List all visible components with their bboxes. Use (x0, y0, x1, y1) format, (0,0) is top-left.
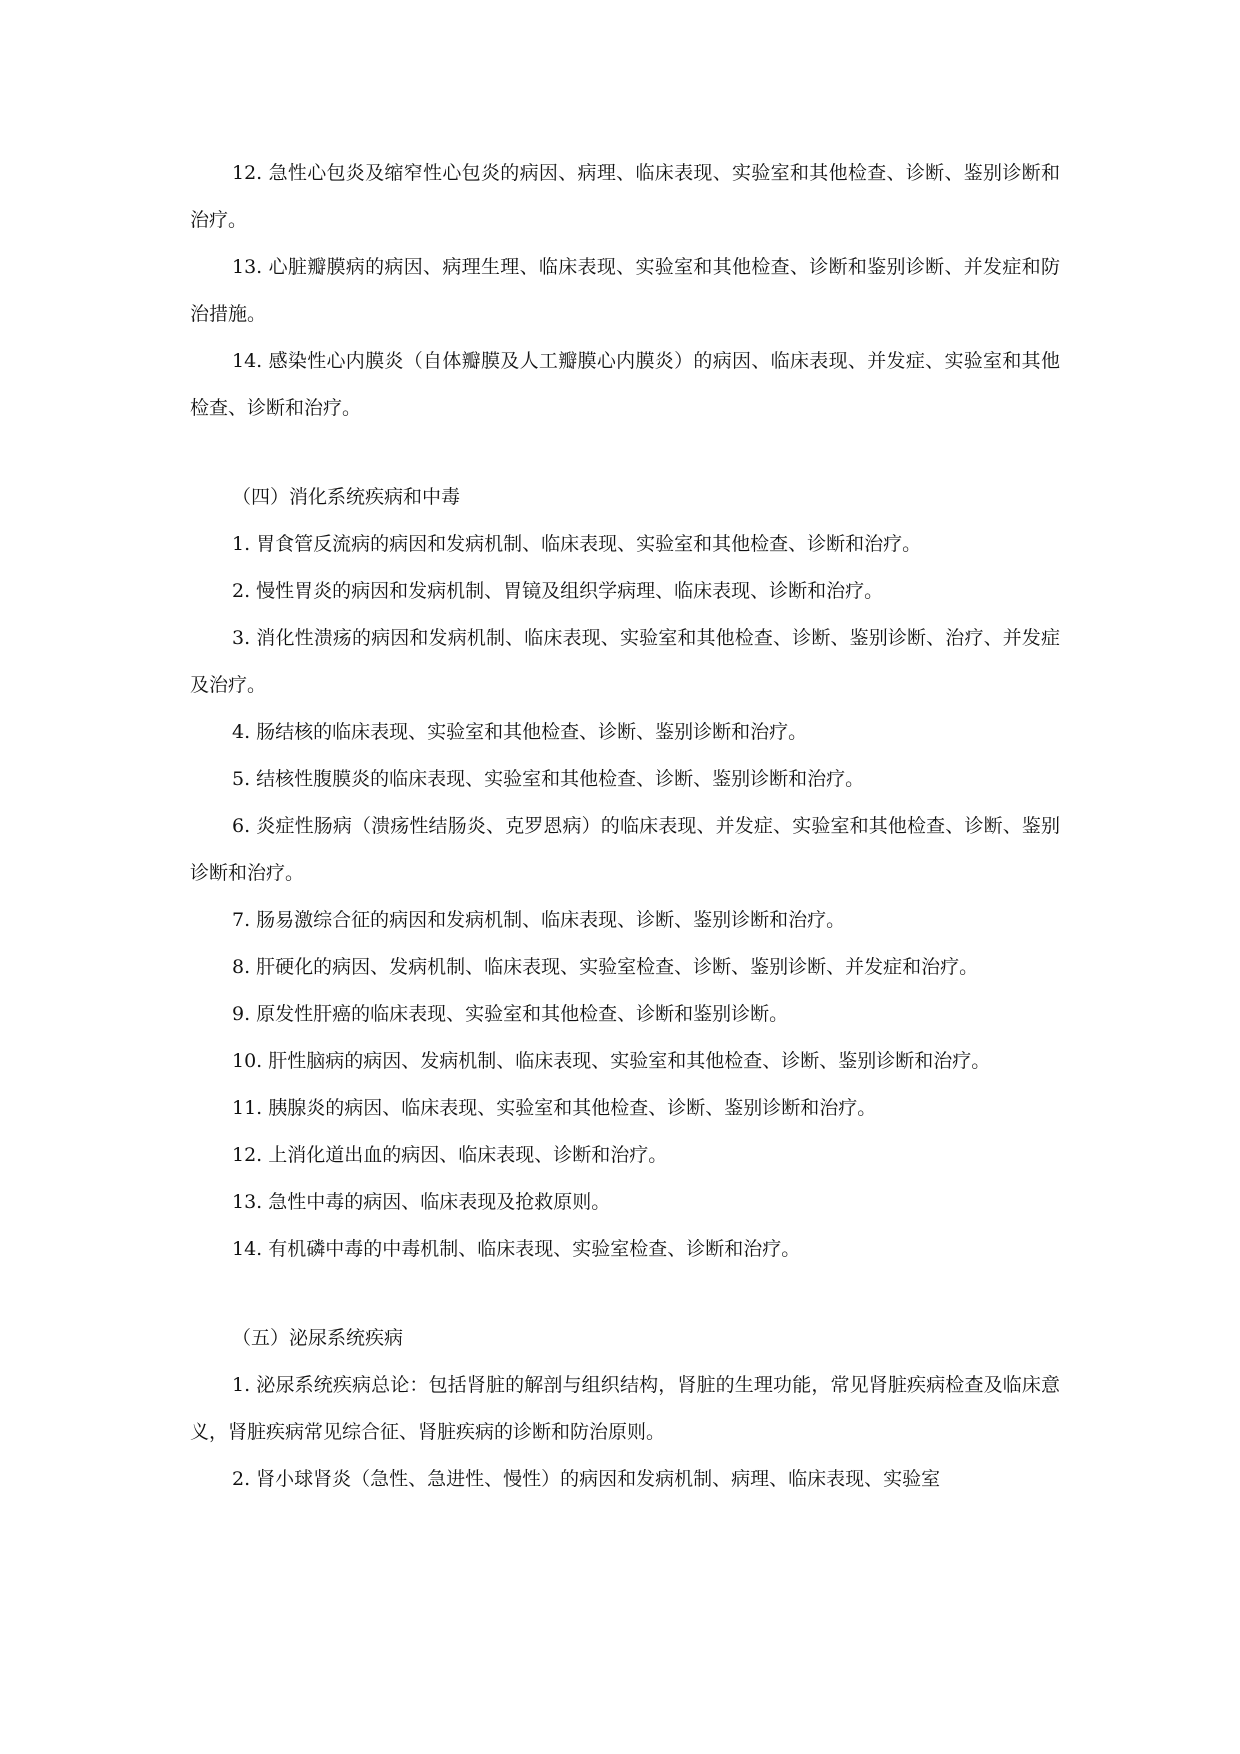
list-item: 3. 消化性溃疡的病因和发病机制、临床表现、实验室和其他检查、诊断、鉴别诊断、治疗、并发症及治疗。 (190, 627, 1060, 696)
page-content (190, 150, 1060, 1503)
list-item: 2. 肾小球肾炎（急性、急进性、慢性）的病因和发病机制、病理、临床表现、实验室 (232, 1468, 941, 1490)
list-item: 1. 胃食管反流病的病因和发病机制、临床表现、实验室和其他检查、诊断和治疗。 (232, 533, 922, 555)
list-item: 8. 肝硬化的病因、发病机制、临床表现、实验室检查、诊断、鉴别诊断、并发症和治疗。 (232, 956, 979, 978)
list-item: 5. 结核性腹膜炎的临床表现、实验室和其他检查、诊断、鉴别诊断和治疗。 (232, 768, 865, 790)
list-item: 4. 肠结核的临床表现、实验室和其他检查、诊断、鉴别诊断和治疗。 (232, 721, 808, 743)
list-item: 14. 有机磷中毒的中毒机制、临床表现、实验室检查、诊断和治疗。 (232, 1238, 801, 1260)
list-item: 10. 肝性脑病的病因、发病机制、临床表现、实验室和其他检查、诊断、鉴别诊断和治疗。 (232, 1050, 991, 1072)
list-item: 12. 上消化道出血的病因、临床表现、诊断和治疗。 (232, 1144, 668, 1166)
list-item: 13. 急性中毒的病因、临床表现及抢救原则。 (232, 1191, 611, 1213)
list-item: 2. 慢性胃炎的病因和发病机制、胃镜及组织学病理、临床表现、诊断和治疗。 (232, 580, 884, 602)
section-heading: （五）泌尿系统疾病 (232, 1327, 404, 1349)
list-item: 6. 炎症性肠病（溃疡性结肠炎、克罗恩病）的临床表现、并发症、实验室和其他检查、诊断、鉴别诊断和治疗。 (190, 815, 1060, 884)
section-heading: （四）消化系统疾病和中毒 (232, 486, 461, 508)
list-item: 9. 原发性肝癌的临床表现、实验室和其他检查、诊断和鉴别诊断。 (232, 1003, 789, 1025)
list-item: 13. 心脏瓣膜病的病因、病理生理、临床表现、实验室和其他检查、诊断和鉴别诊断、并发症和防治措施。 (190, 256, 1060, 325)
list-item: 1. 泌尿系统疾病总论：包括肾脏的解剖与组织结构，肾脏的生理功能，常见肾脏疾病检查及临床意义，肾脏疾病常见综合征、肾脏疾病的诊断和防治原则。 (190, 1374, 1060, 1443)
list-item: 12. 急性心包炎及缩窄性心包炎的病因、病理、临床表现、实验室和其他检查、诊断、鉴别诊断和治疗。 (190, 162, 1060, 231)
list-item: 11. 胰腺炎的病因、临床表现、实验室和其他检查、诊断、鉴别诊断和治疗。 (232, 1097, 877, 1119)
list-item: 7. 肠易激综合征的病因和发病机制、临床表现、诊断、鉴别诊断和治疗。 (232, 909, 846, 931)
list-item: 14. 感染性心内膜炎（自体瓣膜及人工瓣膜心内膜炎）的病因、临床表现、并发症、实验室和其他检查、诊断和治疗。 (190, 350, 1060, 419)
